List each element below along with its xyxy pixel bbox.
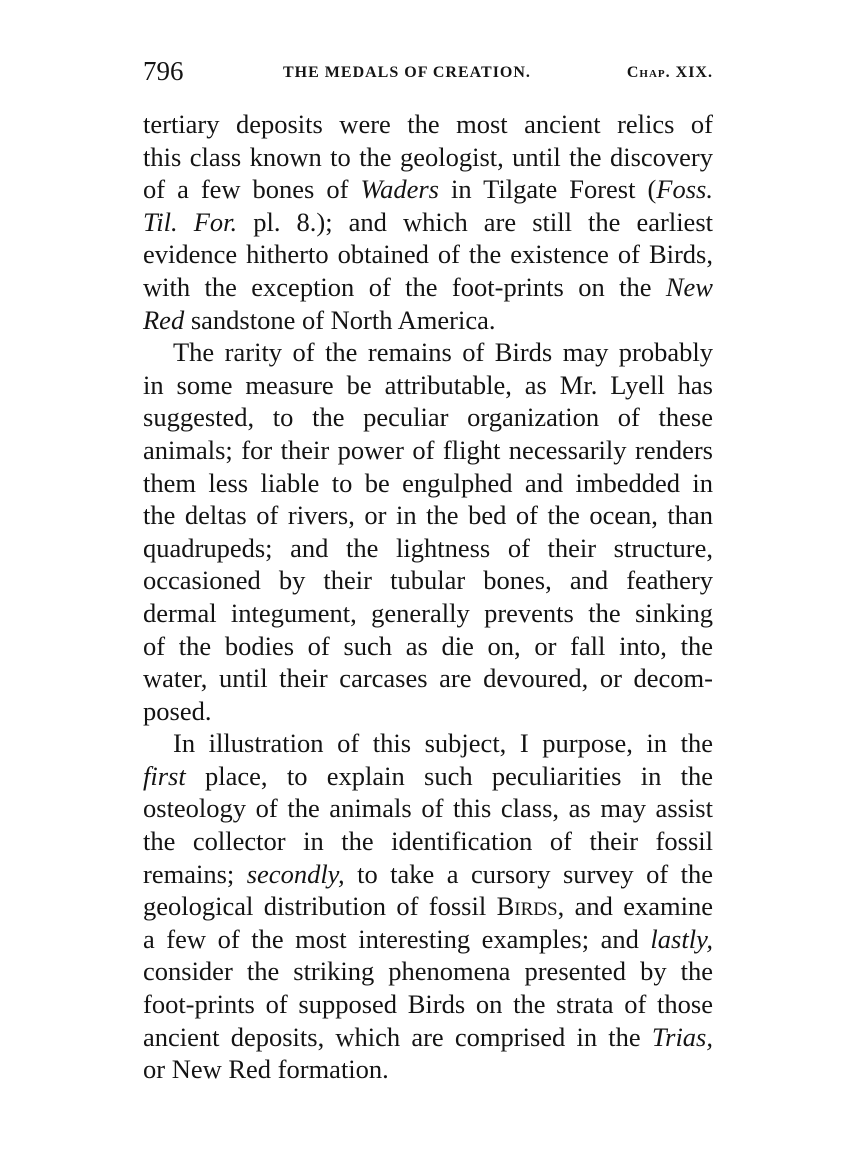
text-line: occasioned by their tubular bones, and feathery bbox=[143, 565, 713, 596]
text-line: The rarity of the remains of Birds may probably bbox=[173, 337, 713, 368]
page-number: 796 bbox=[143, 56, 184, 86]
text-line: remains; secondly, to take a cursory survey of the bbox=[143, 858, 714, 889]
text-line: dermal integument, generally prevents the sinking bbox=[143, 597, 713, 628]
text-line: posed. bbox=[143, 695, 212, 726]
text-line: of a few bones of Waders in Tilgate Forest (Foss. bbox=[143, 174, 713, 205]
text-line: or New Red formation. bbox=[143, 1054, 389, 1085]
text-line: in some measure be attributable, as Mr. Lyell has bbox=[143, 369, 713, 400]
text-line: Red sandstone of North America. bbox=[143, 304, 496, 335]
text-line: quadrupeds; and the lightness of their structure, bbox=[143, 532, 713, 563]
page-header bbox=[143, 56, 713, 96]
text-line: animals; for their power of flight necessarily renders bbox=[143, 434, 713, 465]
book-page bbox=[143, 56, 713, 1086]
text-line: In illustration of this subject, I purpose, in the bbox=[173, 728, 713, 759]
text-line: evidence hitherto obtained of the existence of Birds, bbox=[143, 239, 713, 270]
text-line: first place, to explain such peculiarities in the bbox=[143, 760, 713, 791]
running-title: THE MEDALS OF CREATION. bbox=[283, 64, 531, 81]
text-line: water, until their carcases are devoured, or decom- bbox=[143, 663, 713, 694]
text-line: Til. For. pl. 8.); and which are still the earliest bbox=[143, 206, 713, 237]
text-line: osteology of the animals of this class, as may assist bbox=[143, 793, 713, 824]
text-line: this class known to the geologist, until the discovery bbox=[143, 141, 713, 172]
body-text bbox=[143, 108, 713, 1086]
text-line: with the exception of the foot-prints on the New bbox=[143, 271, 713, 302]
text-line: suggested, to the peculiar organization of these bbox=[143, 402, 713, 433]
text-line: consider the striking phenomena presented by the bbox=[143, 956, 713, 987]
text-line: a few of the most interesting examples; and lastly, bbox=[143, 923, 713, 954]
text-line: the collector in the identification of their fossil bbox=[143, 826, 713, 857]
text-line: geological distribution of fossil Birds, and examine bbox=[143, 891, 713, 922]
text-line: the deltas of rivers, or in the bed of the ocean, than bbox=[143, 500, 713, 531]
text-line: of the bodies of such as die on, or fall into, the bbox=[143, 630, 713, 661]
text-line: foot-prints of supposed Birds on the strata of those bbox=[143, 989, 713, 1020]
text-line: tertiary deposits were the most ancient relics of bbox=[143, 109, 713, 139]
text-line: them less liable to be engulphed and imbedded in bbox=[143, 467, 713, 498]
chapter-label: Chap. XIX. bbox=[626, 64, 713, 81]
text-line: ancient deposits, which are comprised in the Trias, bbox=[143, 1021, 713, 1052]
